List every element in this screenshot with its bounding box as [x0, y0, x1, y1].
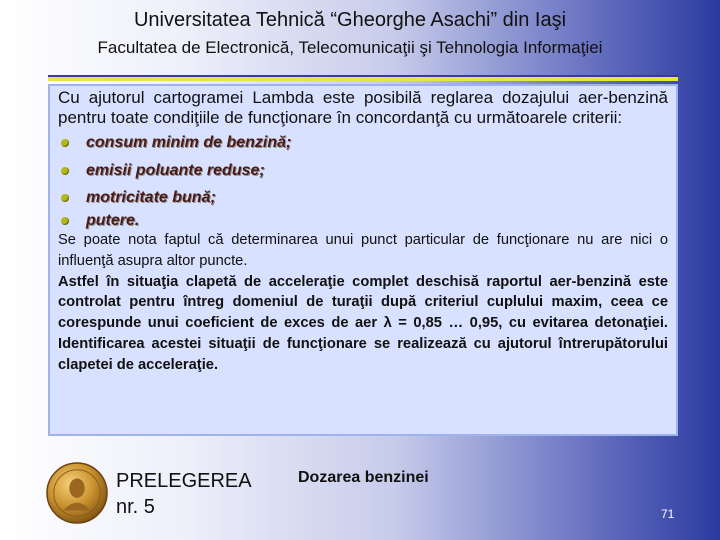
- body-text: [58, 230, 668, 376]
- page-number: 71: [661, 507, 675, 521]
- header-divider: [48, 75, 678, 81]
- faculty-subtitle: Facultatea de Electronică, Telecomunicaţii şi Tehnologia Informaţiei: [97, 38, 603, 57]
- lecture-label: [116, 468, 252, 520]
- bullet-icon: [61, 167, 69, 175]
- university-title: Universitatea Tehnică “Gheorghe Asachi” din Iaşi: [133, 9, 567, 31]
- list-item: [58, 157, 668, 184]
- lecture-line-2: nr. 5: [116, 496, 155, 518]
- paragraph-note: Se poate nota faptul că determinarea unui punct particular de funcţionare nu are nici o influenţă asupra altor puncte.: [58, 232, 668, 269]
- list-item: [58, 129, 668, 157]
- bullet-text: putere.: [86, 212, 140, 229]
- list-item: [58, 211, 668, 230]
- bullet-text: motricitate bună;: [86, 189, 216, 206]
- bullet-icon: [61, 194, 69, 202]
- university-seal-icon: [46, 462, 108, 524]
- bullet-text: consum minim de benzină;: [86, 134, 292, 151]
- content-box: [48, 84, 678, 436]
- criteria-list: [58, 129, 668, 230]
- list-item: [58, 184, 668, 211]
- bullet-text: emisii poluante reduse;: [86, 162, 265, 179]
- lecture-line-1: PRELEGEREA: [116, 470, 252, 492]
- bullet-icon: [61, 139, 69, 147]
- bullet-icon: [61, 217, 69, 225]
- lecture-topic: Dozarea benzinei: [298, 469, 429, 486]
- paragraph-explanation: Astfel în situaţia clapetă de acceleraţie complet deschisă raportul aer-benzină este controlat pentru întreg domeniul de turaţii după criteriul cuplului maxim, ceea ce corespunde unui coeficient de exces de aer λ = 0,85 … 0,95, cu evitarea detonaţiei. Identificarea acestei situaţii de funcţionare se realizează cu ajutorul întrerupătorului clapetei de acceleraţie.: [58, 273, 668, 373]
- intro-text: Cu ajutorul cartogramei Lambda este posibilă reglarea dozajului aer-benzină pentru toate condiţiile de funcţionare în concordanţă cu următoarele criterii:: [58, 88, 668, 127]
